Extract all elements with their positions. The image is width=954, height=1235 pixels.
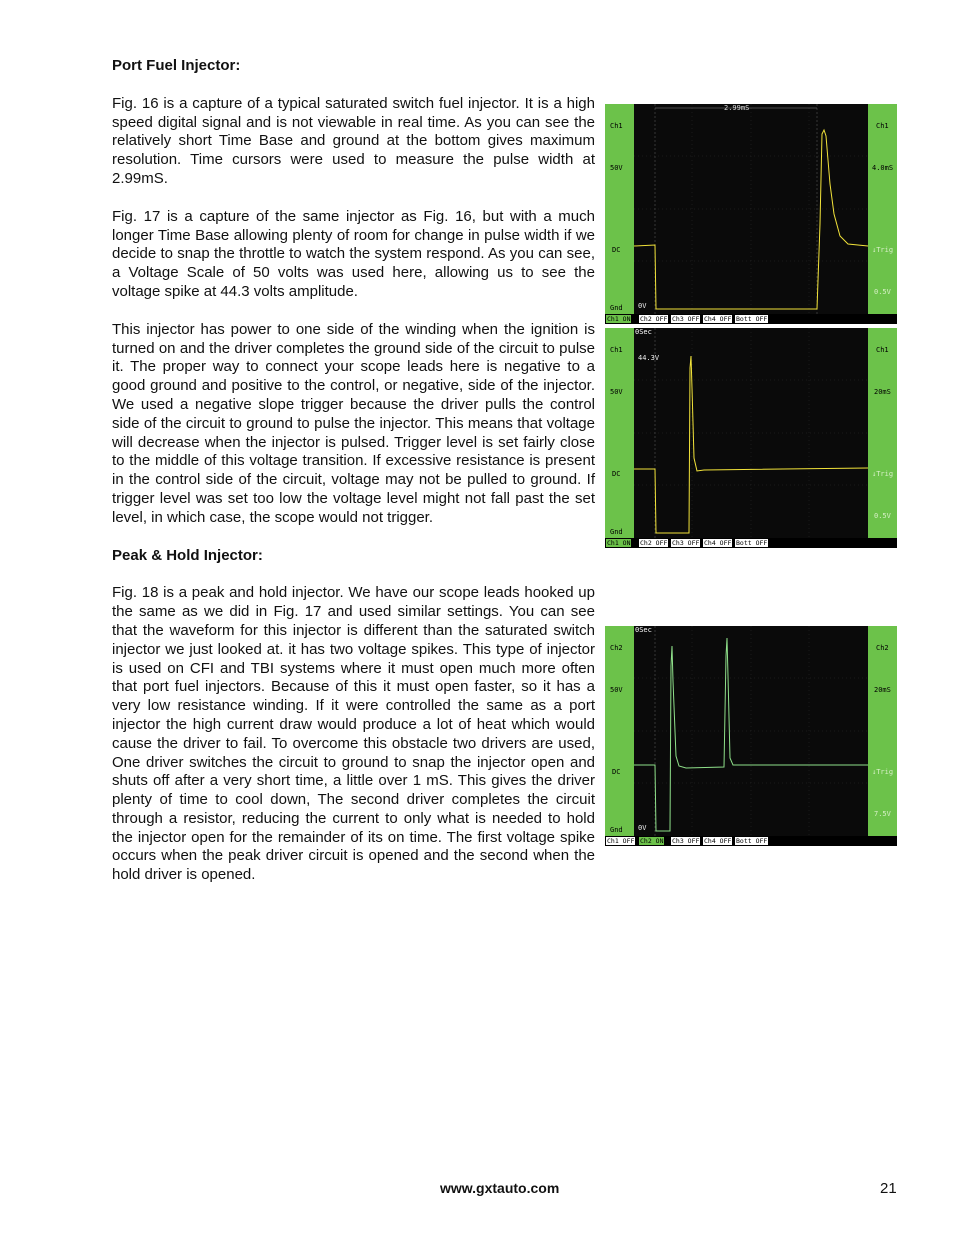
channel-status: Ch2 OFF (640, 315, 668, 323)
channel-status: Bott OFF (736, 837, 768, 845)
time-base-label: 20mS (874, 686, 891, 694)
section-heading-peak-hold: Peak & Hold Injector: (112, 546, 263, 564)
coupling-label: DC (612, 246, 621, 254)
scope-capture-fig18 (605, 626, 897, 846)
ground-label: Gnd (610, 826, 623, 834)
channel-status: Ch4 OFF (704, 539, 732, 547)
ground-label: Gnd (610, 528, 623, 536)
channel-status: Ch4 OFF (704, 315, 732, 323)
channel-status: Bott OFF (736, 539, 768, 547)
trigger-label: ↓Trig (872, 246, 894, 254)
trigger-label: ↓Trig (872, 470, 894, 478)
trigger-level-label: 0.5V (874, 512, 891, 520)
right-panel (868, 104, 897, 314)
channel-status: Ch1 OFF (607, 837, 635, 845)
trigger-label: ↓Trig (872, 768, 894, 776)
scope-screen (634, 104, 868, 314)
channel-status-bar (605, 836, 897, 846)
left-panel (605, 104, 634, 314)
left-panel (605, 328, 634, 538)
paragraph: Fig. 18 is a peak and hold injector. We have our scope leads hooked up the same as we did in Fig. 17 and used similar settings. You can see that the waveform for this injector is different than the saturated switch injector we just looked at. it has two voltage spikes. This type of injector is used on CFI and TBI systems where it must open much more often that port fuel injectors. Because of this it must open faster, so it has a very low resistance winding. If it were controlled the same as a port injector the high current draw would produce a lot of heat which would cause the driver to fail. To overcome this obstacle two drivers are used, One driver switches the circuit to ground to snap the injector open and shuts off after a very short time, a little over 1 mS. This gives the driver plenty of time to cool down, The second driver completes the circuit through a resistor, reducing the current to only what is needed to hold the injector open for the remainder of its on time. The first voltage spike occurs when the peak driver circuit is opened and the second when the hold driver is opened. (112, 584, 595, 884)
scope-screen (634, 626, 868, 836)
time-base-label: 20mS (874, 388, 891, 396)
page-number: 21 (880, 1180, 897, 1197)
channel-status: Ch3 OFF (672, 315, 700, 323)
volt-scale-label: 50V (610, 388, 623, 396)
channel-label: Ch1 (610, 346, 623, 354)
channel-label: Ch2 (610, 644, 623, 652)
scope-capture-fig17 (605, 328, 897, 548)
scope-screen (634, 328, 868, 538)
trigger-level-label: 7.5V (874, 810, 891, 818)
waveform (634, 104, 868, 314)
right-panel (868, 626, 897, 836)
channel-label: Ch2 (876, 644, 889, 652)
paragraph: Fig. 17 is a capture of the same injector as Fig. 16, but with a much longer Time Base allowing plenty of room for change in pulse width if we decide to snap the throttle to watch the system respond. As you can see, a Voltage Scale of 50 volts was used here, allowing us to see the voltage spike at 44.3 volts amplitude. (112, 207, 595, 300)
section-heading-port-fuel: Port Fuel Injector: (112, 57, 241, 74)
coupling-label: DC (612, 470, 621, 478)
channel-status: Ch3 OFF (672, 837, 700, 845)
volt-scale-label: 50V (610, 686, 623, 694)
text-column (112, 57, 595, 885)
time-zero-label: 0Sec (635, 328, 652, 336)
paragraph: This injector has power to one side of the winding when the ignition is turned on and the driver completes the ground side of the circuit to pulse it. The proper way to connect your scope leads here is negative to a good ground and positive to the control, or negative, side of the injector. We used a negative slope trigger because the driver pulls the control side of the circuit to ground to pulse the injector. This means that voltage will decrease when the injector is pulsed. Trigger level is set fairly close to the middle of this voltage transition. If excessive resistance is present in the control side of the circuit, voltage may not be pulled to ground. If trigger level was set too low the voltage level might not fall past the set level, in which case, the scope would not trigger. (112, 320, 595, 526)
scope-capture-fig16 (605, 104, 897, 324)
volt-scale-label: 50V (610, 164, 623, 172)
left-panel (605, 626, 634, 836)
channel-status: Ch1 ON (607, 539, 631, 547)
channel-status: Ch2 OFF (640, 539, 668, 547)
paragraph: Fig. 16 is a capture of a typical saturated switch fuel injector. It is a high speed digital signal and is not viewable in real time. As you can see the relatively short Time Base and ground at the bottom gives maximum resolution. Time cursors were used to measure the pulse width at 2.99mS. (112, 94, 595, 187)
trigger-level-label: 0.5V (874, 288, 891, 296)
channel-status: Ch3 OFF (672, 539, 700, 547)
waveform (634, 626, 868, 836)
zero-volt-label: 0V (638, 824, 647, 832)
footer-website-link[interactable]: www.gxtauto.com (440, 1180, 560, 1196)
coupling-label: DC (612, 768, 621, 776)
channel-label: Ch1 (876, 346, 889, 354)
zero-volt-label: 0V (638, 302, 647, 310)
channel-status: Ch1 ON (607, 315, 631, 323)
cursor-label: 2.99mS (724, 104, 750, 112)
channel-status: Ch2 ON (640, 837, 664, 845)
time-zero-label: 0Sec (635, 626, 652, 634)
time-base-label: 4.0mS (872, 164, 894, 172)
channel-label: Ch1 (610, 122, 623, 130)
ground-label: Gnd (610, 304, 623, 312)
channel-label: Ch1 (876, 122, 889, 130)
peak-voltage-label: 44.3V (638, 354, 660, 362)
channel-status: Bott OFF (736, 315, 768, 323)
channel-status-bar (605, 538, 897, 548)
right-panel (868, 328, 897, 538)
channel-status-bar (605, 314, 897, 324)
waveform (634, 328, 868, 538)
channel-status: Ch4 OFF (704, 837, 732, 845)
